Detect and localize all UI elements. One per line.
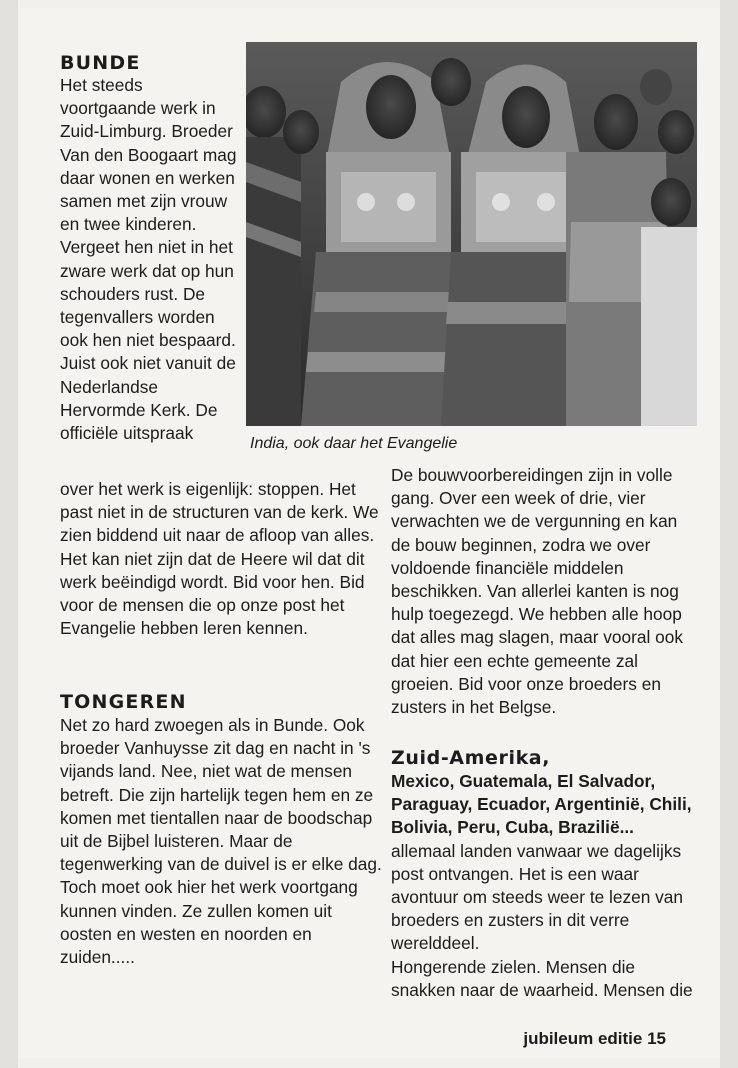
zuid-amerika-text bbox=[391, 770, 703, 1002]
bunde-text-narrow: Het steeds voortgaande werk in Zuid-Limburg. Broeder Van den Boogaart mag daar wonen en werken samen met zijn vrouw en twee kinderen. Vergeet hen niet in het zware werk dat op hun schouders rust. De tegenvallers worden ook hen niet bespaard. Juist ook niet vanuit de Nederlandse Hervormde Kerk. De officiële uitspraak bbox=[60, 75, 237, 444]
magazine-page bbox=[18, 8, 720, 1058]
photo-illustration bbox=[246, 42, 697, 426]
page-edge-left bbox=[0, 0, 18, 1068]
zuid-amerika-paragraph-2: Hongerende zielen. Mensen die snakken naar de waarheid. Mensen die bbox=[391, 956, 693, 1000]
tongeren-heading: TONGEREN bbox=[60, 691, 187, 713]
belgie-building-text: De bouwvoorbereidingen zijn in volle gang. Over een week of drie, vier verwachten we de vergunning en kan de bouw beginnen, zodra we over voldoende financiële middelen beschikken. Van allerlei kanten is nog hulp toegezegd. We hebben alle hoop dat alles mag slagen, maar vooral ook dat hier een echte gemeente zal groeien. Bid voor onze broeders en zusters in het Belgse. bbox=[391, 465, 684, 718]
zuid-amerika-heading: Zuid-Amerika, bbox=[391, 747, 551, 769]
india-photo bbox=[246, 42, 697, 426]
page-edge-right bbox=[720, 0, 738, 1068]
bunde-text-continued: over het werk is eigenlijk: stoppen. Het past niet in de structuren van de kerk. We zien biddend uit naar de afloop van alles. Het kan niet zijn dat de Heere wil dat dit werk beëindigd wordt. Bid voor hen. Bid voor de mensen die op onze post het Evangelie hebben leren kennen. bbox=[60, 479, 379, 639]
tongeren-text: Net zo hard zwoegen als in Bunde. Ook broeder Vanhuysse zit dag en nacht in 's vijands land. Nee, niet wat de mensen betreft. Die zijn hartelijk tegen hem en ze komen met tientallen naar de boodschap uit de Bijbel luisteren. Maar de tegenwerking van de duivel is er elke dag. Toch moet ook hier het werk voortgang kunnen vinden. Ze zullen komen uit oosten en westen en noorden en zuiden..... bbox=[60, 715, 382, 968]
country-list: Mexico, Guatemala, El Salvador, Paraguay, Ecuador, Argentinië, Chili, Bolivia, Peru, Cuba, Brazilië... bbox=[391, 771, 692, 838]
zuid-amerika-paragraph: allemaal landen vanwaar we dagelijks post ontvangen. Het is een waar avontuur om steeds weer te lezen van broeders en zusters in dit verre werelddeel. bbox=[391, 840, 684, 954]
photo-caption: India, ook daar het Evangelie bbox=[250, 435, 458, 452]
page-footer: jubileum editie 15 bbox=[523, 1029, 666, 1048]
bunde-heading: BUNDE bbox=[60, 52, 141, 74]
